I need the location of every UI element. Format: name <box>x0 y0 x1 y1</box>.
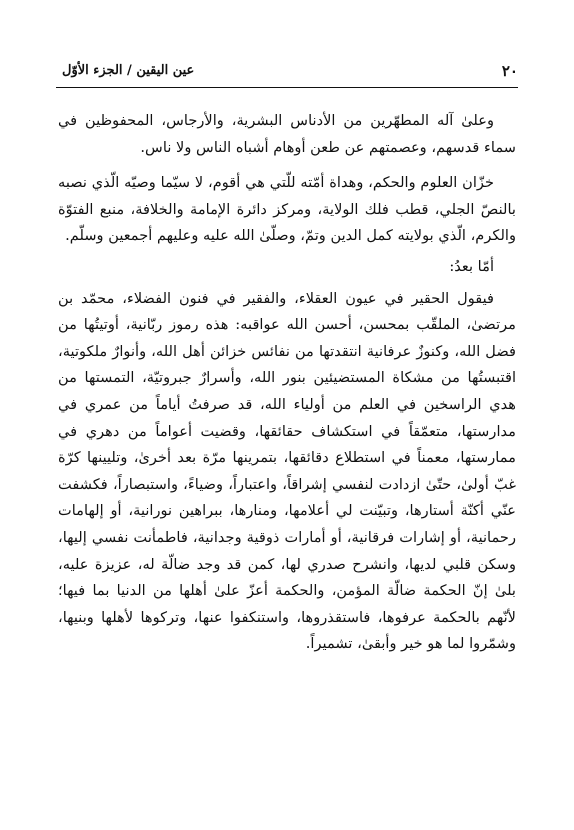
paragraph-3: فيقول الحقير في عيون العقلاء، والفقير في فنون الفضلاء، محمّد بن مرتضىٰ، الملقّب بمحسن، أحسن الله عواقبه: هذه رموز ربّانية، أوتيتُها من فضل الله، وكنوزٌ عرفانية انتقدتها من نفائس خزائن أهل الله، وأنوارٌ ملكوتية، اقتبستُها من مشكاة المستضيئين بنور الله، وأسرارٌ جبروتيّة، التمستها من هدي الراسخين في العلم من أولياء الله، قد صرفتُ أياماً من عمري في مدارستها، متعمّقاً في استكشاف حقائقها، وقضيت أعواماً من دهري في ممارستها، معمناً في استطلاع دقائقها، بتمرينها مرّة بعد أخرىٰ، وتليينها كرّة غبّ أولىٰ، حتّىٰ ازدادت لنفسي إشراقاً، واعتباراً، وضياءً، واستبصاراً، فكشفت عنّي أكنّة أستارها، وتبيّنت لي أعلامها، ومنارها، ببراهين نورانية، أو إلهامات رحمانية، أو إشارات فرقانية، أو أمارات ذوقية وجدانية، فاطمأنت نفسي إليها، وسكن قلبي لديها، وانشرح صدري لها، كمن قد وجد ضالّة له، عزيزة عليه، بلىٰ إنّ الحكمة ضالّة المؤمن، والحكمة أعزّ علىٰ أهلها من الدنيا بما فيها؛ لأنّهم بالحكمة عرفوها، فاستقذروها، واستنكفوا عنها، وتركوها لأهلها وبنيها، وشمّروا لما هو خير وأبقىٰ، تشميراً. <box>58 289 516 653</box>
paragraph-1: وعلىٰ آله المطهّرين من الأدناس البشرية، والأرجاس، المحفوظين في سماء قدسهم، وعصمتهم عن طعن أوهام أشباه الناس ولا ناس. <box>58 112 516 156</box>
page-header <box>56 62 518 88</box>
body-text <box>58 108 516 658</box>
section-heading: أمّا بعدُ: <box>449 257 494 275</box>
page-number: ٢٠ <box>501 62 518 80</box>
paragraph-2: خزّان العلوم والحكم، وهداة أمّته للّتي هي أقوم، لا سيّما وصيّه الّذي نصبه بالنصّ الجلي، قطب فلك الولاية، ومركز دائرة الإمامة والخلافة، منبع الفتوّة والكرم، الّذي بولايته كمل الدين وتمّ، وصلّىٰ الله عليه وعليهم أجمعين وسلّم. <box>58 174 516 245</box>
header-rule <box>56 87 518 88</box>
running-title: عين اليقين / الجزء الأوّل <box>62 63 195 78</box>
